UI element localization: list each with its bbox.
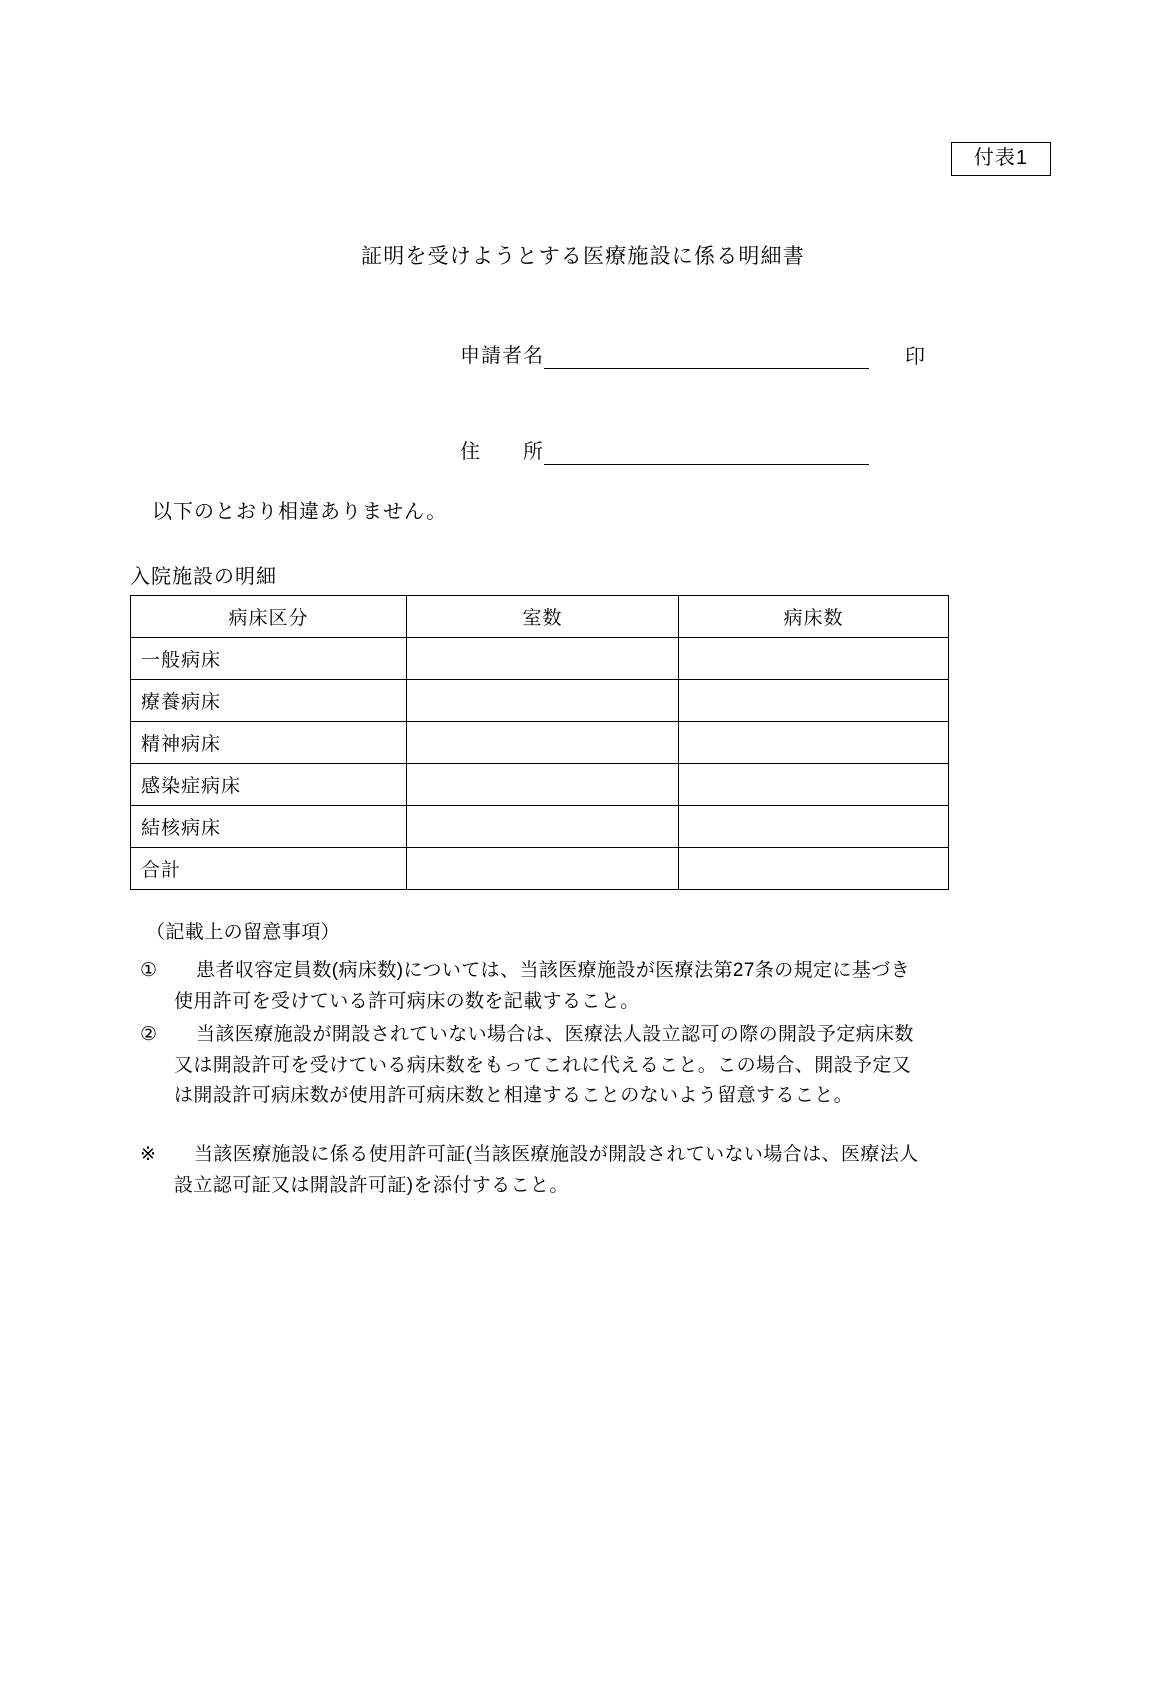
row-room-count[interactable] xyxy=(407,806,679,848)
applicant-name-input[interactable] xyxy=(544,346,869,369)
note-line: 使用許可を受けている許可病床の数を記載すること。 xyxy=(174,991,640,1013)
row-category: 合計 xyxy=(131,848,407,890)
note-line: 当該医療施設が開設されていない場合は、医療法人設立認可の際の開設予定病床数 xyxy=(196,1023,914,1045)
applicant-name-row xyxy=(460,340,926,369)
seal-mark-label: 印 xyxy=(905,346,926,368)
row-room-count[interactable] xyxy=(407,638,679,680)
address-row xyxy=(460,440,869,465)
row-bed-count[interactable] xyxy=(679,722,949,764)
row-room-count[interactable] xyxy=(407,722,679,764)
notes-spacer xyxy=(130,1114,980,1140)
table-header-row xyxy=(131,596,949,638)
note-item-1 xyxy=(130,956,980,1018)
header-room-count: 室数 xyxy=(407,596,679,638)
note-marker-1: ① xyxy=(140,960,158,982)
note-body-reference xyxy=(174,1140,980,1202)
table-row xyxy=(131,680,949,722)
row-bed-count[interactable] xyxy=(679,848,949,890)
header-bed-count: 病床数 xyxy=(679,596,949,638)
note-item-2 xyxy=(130,1020,980,1112)
note-line: は開設許可病床数が使用許可病床数と相違することのないよう留意すること。 xyxy=(174,1085,854,1107)
note-line: 設立認可証又は開設許可証)を添付すること。 xyxy=(174,1174,569,1196)
row-category: 結核病床 xyxy=(131,806,407,848)
notes-heading: （記載上の留意事項） xyxy=(146,922,341,943)
row-bed-count[interactable] xyxy=(679,764,949,806)
row-category: 感染症病床 xyxy=(131,764,407,806)
note-body-2 xyxy=(174,1020,980,1112)
address-input[interactable] xyxy=(544,442,869,465)
inpatient-facility-table xyxy=(130,595,949,890)
row-bed-count[interactable] xyxy=(679,680,949,722)
row-room-count[interactable] xyxy=(407,848,679,890)
row-bed-count[interactable] xyxy=(679,638,949,680)
note-body-1 xyxy=(174,956,980,1018)
note-line: 患者収容定員数(病床数)については、当該医療施設が医療法第27条の規定に基づき xyxy=(196,960,911,982)
row-category: 療養病床 xyxy=(131,680,407,722)
form-tag-label: 付表1 xyxy=(951,142,1051,176)
header-bed-category: 病床区分 xyxy=(131,596,407,638)
notes-section xyxy=(130,918,980,1204)
row-room-count[interactable] xyxy=(407,764,679,806)
form-tag-container xyxy=(951,142,1051,176)
note-marker-2: ② xyxy=(140,1023,158,1045)
table-row xyxy=(131,764,949,806)
note-line: 又は開設許可を受けている病床数をもってこれに代えること。この場合、開設予定又 xyxy=(174,1054,912,1076)
row-category: 一般病床 xyxy=(131,638,407,680)
note-marker-reference: ※ xyxy=(140,1144,157,1166)
table-row xyxy=(131,638,949,680)
address-label: 住 所 xyxy=(460,441,544,463)
page-title: 証明を受けようとする医療施設に係る明細書 xyxy=(361,245,805,268)
row-bed-count[interactable] xyxy=(679,806,949,848)
note-item-reference xyxy=(130,1140,980,1202)
declaration-text: 以下のとおり相違ありません。 xyxy=(152,501,448,523)
table-caption: 入院施設の明細 xyxy=(130,566,277,588)
applicant-name-label: 申請者名 xyxy=(460,345,544,367)
note-line: 当該医療施設に係る使用許可証(当該医療施設が開設されていない場合は、医療法人 xyxy=(194,1144,919,1166)
row-category: 精神病床 xyxy=(131,722,407,764)
table-row xyxy=(131,806,949,848)
row-room-count[interactable] xyxy=(407,680,679,722)
table-row xyxy=(131,722,949,764)
table-row-total xyxy=(131,848,949,890)
